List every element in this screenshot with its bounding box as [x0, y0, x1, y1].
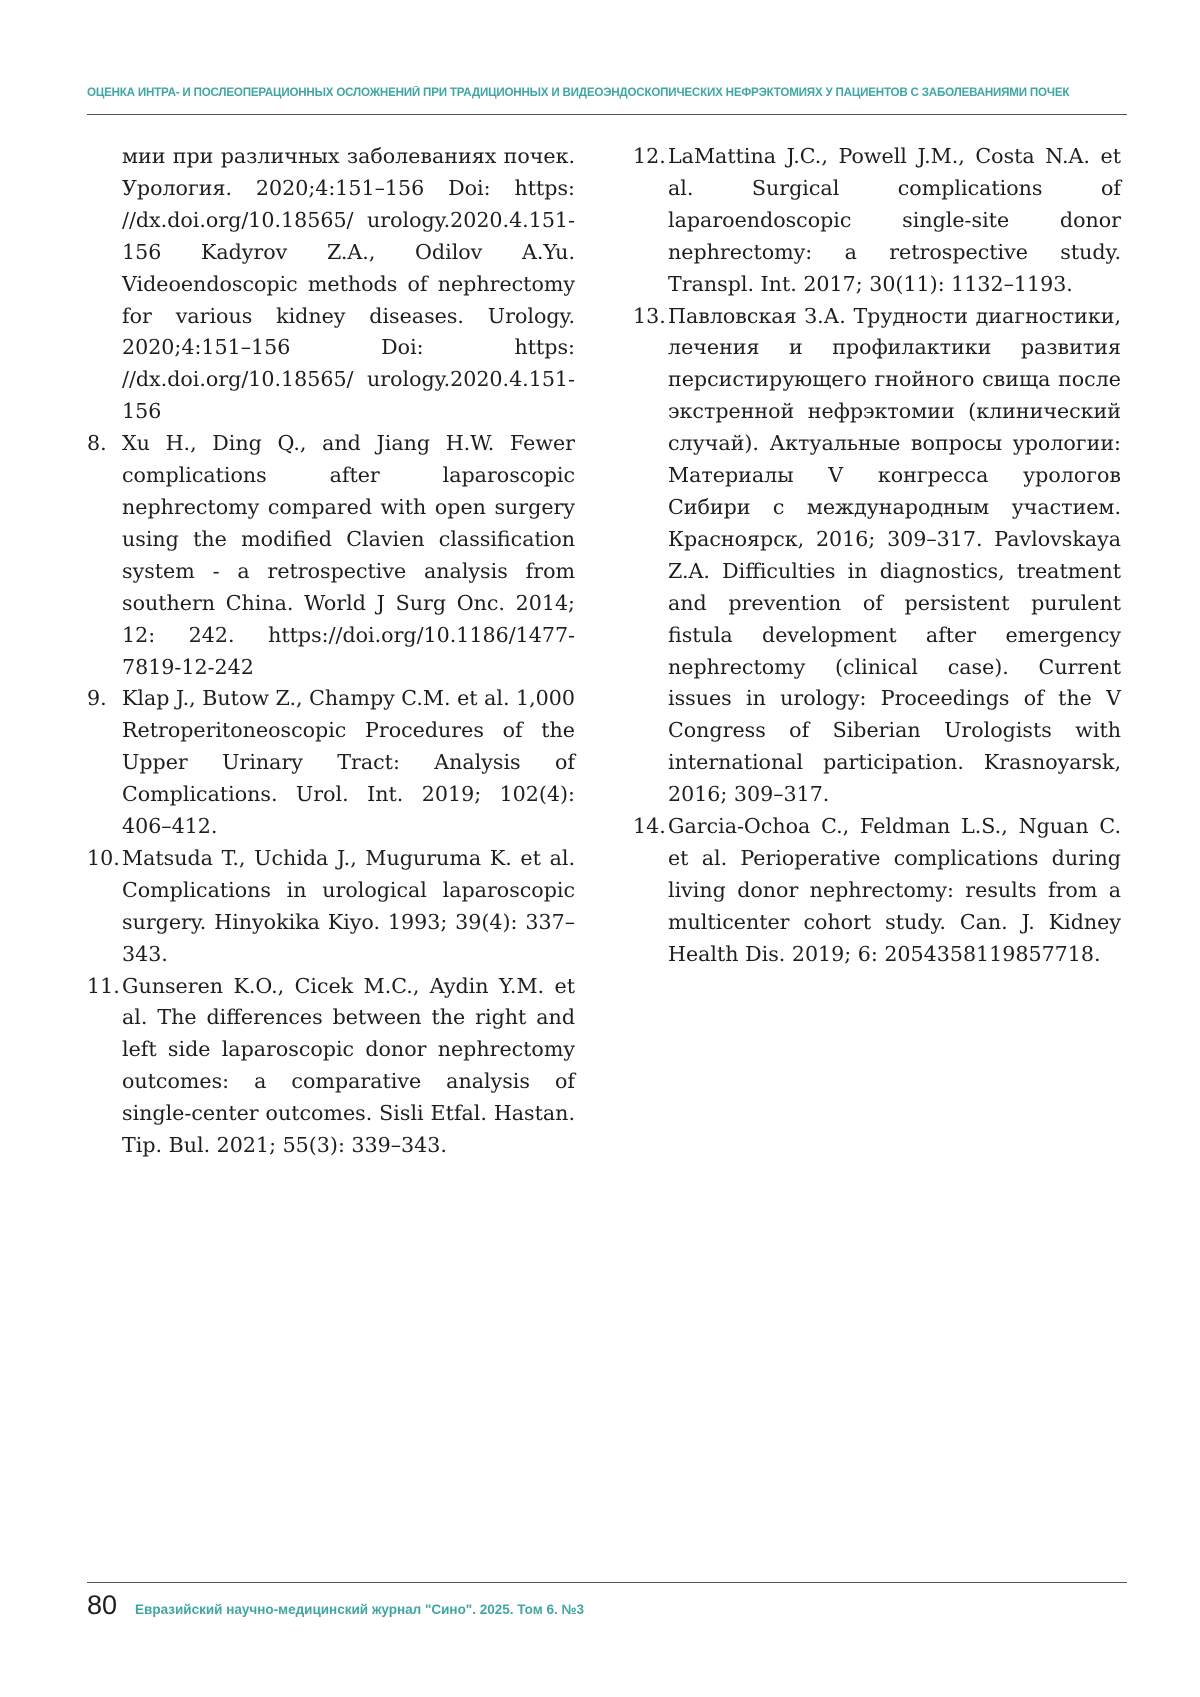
reference-number: 13.	[633, 301, 668, 333]
reference-number: 14.	[633, 811, 668, 843]
reference-number: 12.	[633, 141, 668, 173]
reference-item	[87, 971, 575, 1162]
reference-item	[87, 683, 575, 843]
page-number: 80	[87, 1590, 117, 1621]
reference-number: 11.	[87, 971, 122, 1003]
reference-text: Klap J., Butow Z., Champy C.M. et al. 1,000 Retroperitoneoscopic Procedures of the Upper Urinary Tract: Analysis of Complications. Urol. Int. 2019; 102(4): 406–412.	[122, 683, 575, 843]
reference-text: Gunseren K.O., Cicek M.C., Aydin Y.M. et al. The differences between the right and left side laparoscopic donor nephrectomy outcomes: a comparative analysis of single-center outcomes. Sisli Etfal. Hastan. Tip. Bul. 2021; 55(3): 339–343.	[122, 971, 575, 1162]
references-right-column	[633, 141, 1121, 971]
footer-rule	[87, 1582, 1127, 1583]
journal-name: Евразийский научно-медицинский журнал "Сино". 2025. Том 6. №3	[135, 1602, 584, 1617]
references-left-column	[87, 141, 575, 1162]
reference-item	[87, 141, 575, 428]
reference-item	[633, 141, 1121, 301]
reference-text: Xu H., Ding Q., and Jiang H.W. Fewer complications after laparoscopic nephrectomy compared with open surgery using the modified Clavien classification system - a retrospective analysis from southern China. World J Surg Onc. 2014; 12: 242. https://doi.org/10.1186/1477-7819-12-242	[122, 428, 575, 683]
reference-item	[87, 843, 575, 971]
reference-item	[633, 301, 1121, 812]
running-head: ОЦЕНКА ИНТРА- И ПОСЛЕОПЕРАЦИОННЫХ ОСЛОЖНЕНИЙ ПРИ ТРАДИЦИОННЫХ И ВИДЕОЭНДОСКОПИЧЕСКИХ НЕФРЭКТОМИЯХ У ПАЦИЕНТОВ С ЗАБОЛЕВАНИЯМИ ПОЧЕК	[87, 86, 1127, 99]
reference-item	[633, 811, 1121, 971]
reference-number: 10.	[87, 843, 122, 875]
page-footer	[87, 1590, 584, 1621]
reference-item	[87, 428, 575, 683]
reference-text: Павловская З.А. Трудности диагностики, лечения и профилактики развития персистирующего гнойного свища после экстренной нефрэктомии (клинический случай). Актуальные вопросы урологии: Материалы V конгресса урологов Сибири с международным участием. Красноярск, 2016; 309–317. Pavlovskaya Z.A. Difficulties in diagnostics, treatment and prevention of persistent purulent fistula development after emergency nephrectomy (clinical case). Current issues in urology: Proceedings of the V Congress of Siberian Urologists with international participation. Krasnoyarsk, 2016; 309–317.	[668, 301, 1121, 812]
reference-number: 8.	[87, 428, 122, 460]
reference-text: LaMattina J.C., Powell J.M., Costa N.A. et al. Surgical complications of laparoendoscopic single-site donor nephrectomy: a retrospective study. Transpl. Int. 2017; 30(11): 1132–1193.	[668, 141, 1121, 301]
reference-text: Matsuda T., Uchida J., Muguruma K. et al. Complications in urological laparoscopic surgery. Hinyokika Kiyo. 1993; 39(4): 337–343.	[122, 843, 575, 971]
reference-number: 9.	[87, 683, 122, 715]
reference-text: Garcia-Ochoa C., Feldman L.S., Nguan C. et al. Perioperative complications during living donor nephrectomy: results from a multicenter cohort study. Can. J. Kidney Health Dis. 2019; 6: 2054358119857718.	[668, 811, 1121, 971]
header-rule	[87, 114, 1127, 115]
reference-text: мии при различных заболеваниях почек. Урология. 2020;4:151–156 Doi: https: //dx.doi.org/10.18565/ urology.2020.4.151-156 Kadyrov Z.A., Odilov A.Yu. Videoendoscopic methods of nephrectomy for various kidney diseases. Urology. 2020;4:151–156 Doi: https: //dx.doi.org/10.18565/ urology.2020.4.151-156	[122, 141, 575, 428]
